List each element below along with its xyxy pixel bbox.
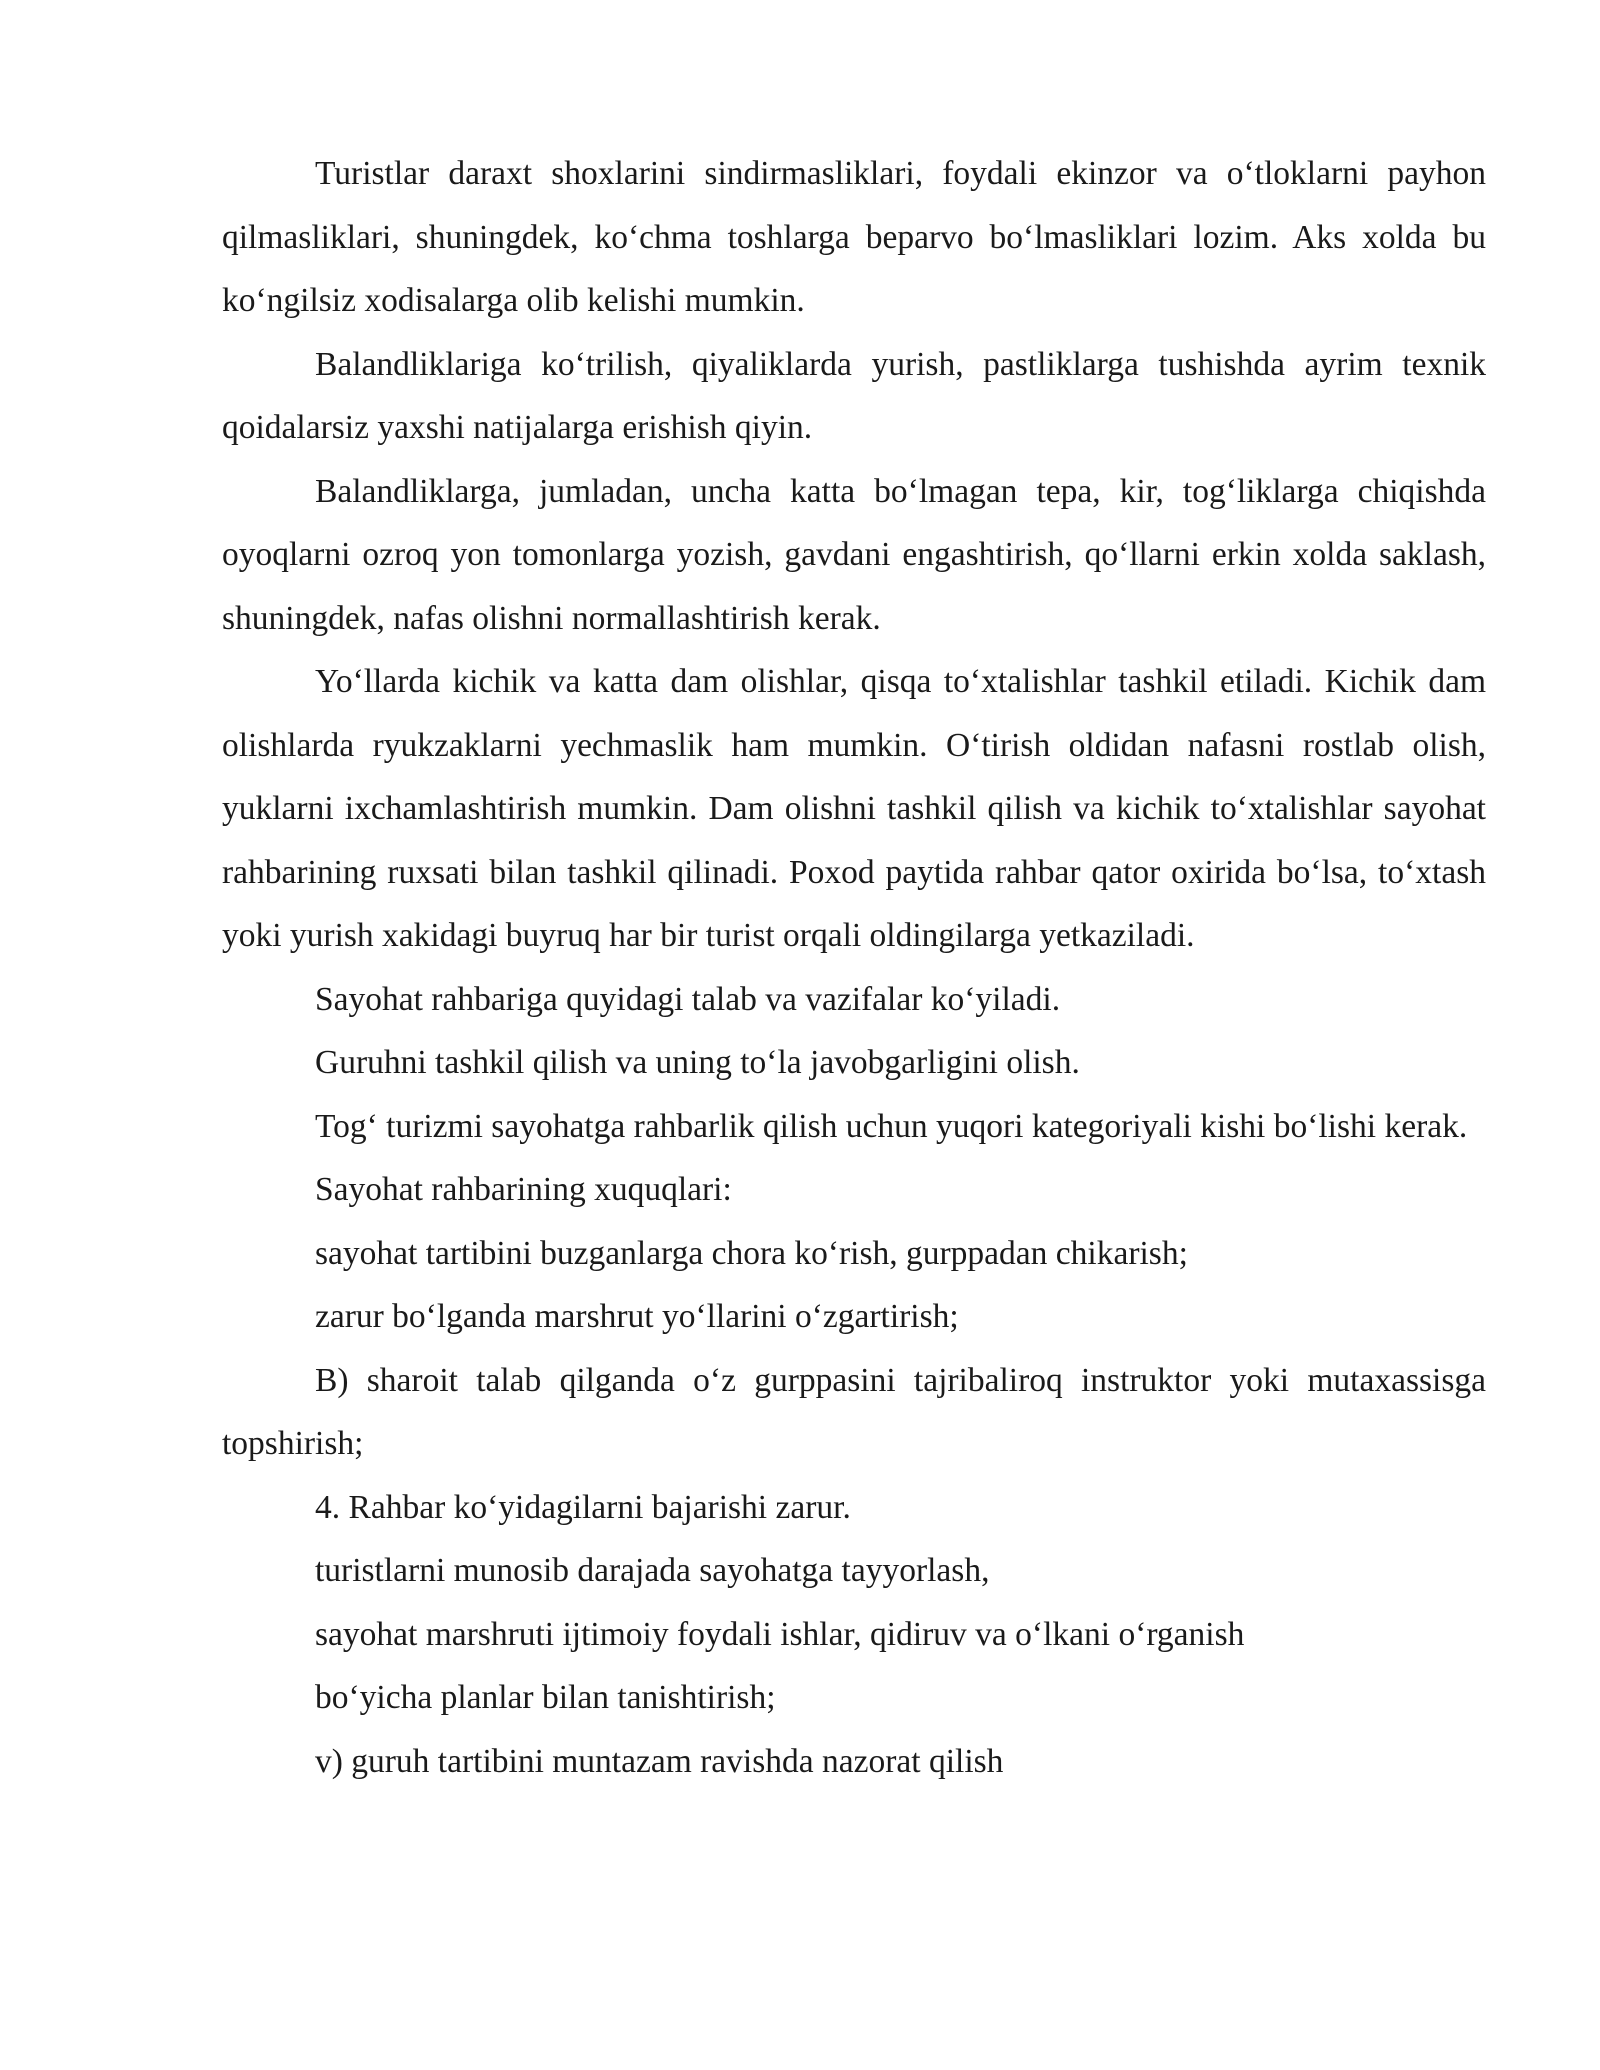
list-item-discipline: sayohat tartibini buzganlarga chora ko‘rish, gurppadan chikarish; <box>315 1234 1188 1272</box>
list-item-route-work: sayohat marshruti ijtimoiy foydali ishlar, qidiruv va o‘lkani o‘rganish <box>315 1615 1245 1653</box>
list-item-preparation: turistlarni munosib darajada sayohatga tayyorlash, <box>315 1552 990 1589</box>
paragraph-leader-duties-heading: 4. Rahbar ko‘yidagilarni bajarishi zarur. <box>315 1488 851 1526</box>
paragraph-mountain-leader: Tog‘ turizmi sayohatga rahbarlik qilish uchun yuqori kategoriyali kishi bo‘lishi kerak. <box>315 1107 1468 1145</box>
list-item-plans: bo‘yicha planlar bilan tanishtirish; <box>315 1679 776 1716</box>
list-item-group-control: v) guruh tartibini muntazam ravishda nazorat qilish <box>315 1742 1004 1780</box>
paragraph-tourist-conduct: Turistlar daraxt shoxlarini sindirmasliklari, foydali ekinzor va o‘tloklarni payhon qilmasliklari, shuningdek, ko‘chma toshlarga beparvo bo‘lmasliklari lozim. Aks xolda bu ko‘ngilsiz xodisalarga olib kelishi mumkin. <box>222 155 1486 319</box>
paragraph-ascent-technique: Balandliklarga, jumladan, uncha katta bo‘lmagan tepa, kir, tog‘liklarga chiqishda oyoqlarni ozroq yon tomonlarga yozish, gavdani engashtirish, qo‘llarni erkin xolda saklash, shuningdek, nafas olishni normallashtirish kerak. <box>222 472 1486 637</box>
paragraph-climbing-rules: Balandliklariga ko‘trilish, qiyaliklarda yurish, pastliklarga tushishda ayrim texnik qoidalarsiz yaxshi natijalarga erishish qiyin. <box>222 345 1486 446</box>
document-page <box>222 142 1486 1793</box>
paragraph-leader-requirements: Sayohat rahbariga quyidagi talab va vazifalar ko‘yiladi. <box>315 980 1061 1018</box>
paragraph-leader-rights-heading: Sayohat rahbarining xuquqlari: <box>315 1171 732 1208</box>
list-item-route-change: zarur bo‘lganda marshrut yo‘llarini o‘zgartirish; <box>315 1298 959 1335</box>
paragraph-rest-stops: Yo‘llarda kichik va katta dam olishlar, qisqa to‘xtalishlar tashkil etiladi. Kichik dam olishlarda ryukzaklarni yechmaslik ham mumkin. O‘tirish oldidan nafasni rostlab olish, yuklarni ixchamlashtirish mumkin. Dam olishni tashkil qilish va kichik to‘xtalishlar sayohat rahbarining ruxsati bilan tashkil qilinadi. Poxod paytida rahbar qator oxirida bo‘lsa, to‘xtash yoki yurish xakidagi buyruq har bir turist orqali oldingilarga yetkaziladi. <box>222 663 1486 954</box>
list-item-handover: B) sharoit talab qilganda o‘z gurppasini tajribaliroq instruktor yoki mutaxassisga topshirish; <box>222 1361 1486 1462</box>
paragraph-group-organization: Guruhni tashkil qilish va uning to‘la javobgarligini olish. <box>315 1044 1080 1081</box>
